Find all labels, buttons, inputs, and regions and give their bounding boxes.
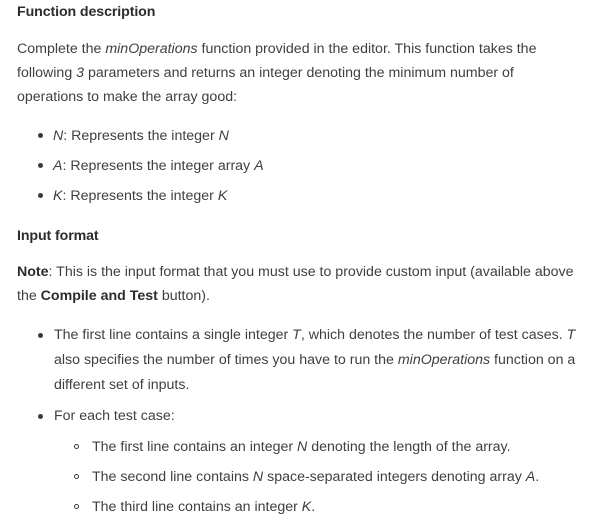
list-item xyxy=(37,184,264,214)
bullet-icon xyxy=(38,193,43,198)
sub-list-item xyxy=(74,495,593,525)
input-format-heading: Input format xyxy=(17,228,99,244)
input-format-note xyxy=(17,260,577,308)
list-item xyxy=(37,323,577,404)
intro-text-2: function provided in the editor. This function takes the following xyxy=(17,41,537,81)
var-a: A xyxy=(525,469,536,485)
item-text: For each test case: xyxy=(54,408,175,424)
var-t: T xyxy=(566,327,576,343)
circle-bullet-icon xyxy=(74,444,79,449)
param-name: A xyxy=(53,158,63,174)
item-text: , which denotes the number of test cases. xyxy=(300,327,567,343)
parameter-list xyxy=(37,124,264,214)
list-item xyxy=(37,154,264,184)
param-name: N xyxy=(53,128,64,144)
input-format-list xyxy=(37,323,577,525)
sub-item-text: The second line contains xyxy=(92,469,253,485)
var-t: T xyxy=(292,327,301,343)
item-text: also specifies the number of times you have to run the xyxy=(54,352,398,368)
sub-item-text: The third line contains an integer xyxy=(92,499,302,515)
function-description-text xyxy=(17,37,577,109)
param-var: A xyxy=(254,158,264,174)
var-n: N xyxy=(297,439,308,455)
param-text: : Represents the integer array xyxy=(62,158,255,174)
var-k: K xyxy=(301,499,312,515)
list-item xyxy=(37,404,577,525)
note-label: Note xyxy=(17,264,49,280)
sub-list-item xyxy=(74,435,593,465)
bullet-icon xyxy=(38,163,43,168)
param-var: N xyxy=(218,128,229,144)
sub-list-item xyxy=(74,465,593,495)
item-text: The first line contains a single integer xyxy=(54,327,293,343)
note-text-1: : This is the input format that you must use to provide custom input (available above the xyxy=(17,264,574,304)
param-text: : Represents the integer xyxy=(62,188,218,204)
bullet-icon xyxy=(38,333,43,338)
circle-bullet-icon xyxy=(74,504,79,509)
function-name: minOperations xyxy=(397,352,491,368)
intro-text-1: Complete the xyxy=(17,41,106,57)
sub-item-text: . xyxy=(535,469,540,485)
bullet-icon xyxy=(38,133,43,138)
sub-item-text: The first line contains an integer xyxy=(92,439,298,455)
list-item xyxy=(37,124,264,154)
circle-bullet-icon xyxy=(74,474,79,479)
intro-text-3: parameters and returns an integer denoting the minimum number of operations to make the array good: xyxy=(17,65,514,105)
param-text: : Represents the integer xyxy=(63,128,219,144)
function-name: minOperations xyxy=(105,41,198,57)
param-var: K xyxy=(217,188,228,204)
sub-item-text: denoting the length of the array. xyxy=(307,439,511,455)
note-text-2: button). xyxy=(157,288,210,304)
sub-item-text: . xyxy=(311,499,316,515)
test-case-sub-list xyxy=(74,435,593,525)
sub-item-text: space-separated integers denoting array xyxy=(263,469,526,485)
compile-and-test-reference: Compile and Test xyxy=(40,288,158,304)
function-description-heading: Function description xyxy=(17,4,156,20)
item-text: function on a different set of inputs. xyxy=(54,352,576,393)
bullet-icon xyxy=(38,414,43,419)
param-name: K xyxy=(53,188,63,204)
var-n: N xyxy=(252,469,264,485)
param-count: 3 xyxy=(76,65,85,81)
